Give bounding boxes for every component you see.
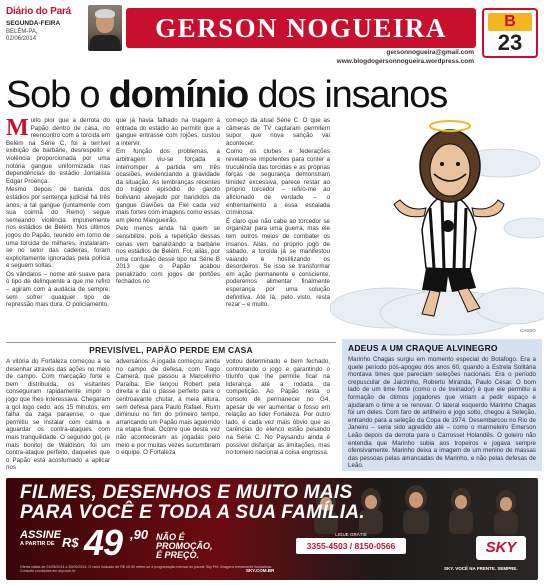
sky-advertisement[interactable]: [6, 478, 538, 580]
ad-a-partir: A PARTIR DE: [20, 541, 55, 547]
ad-headline-2: PARA VOCÊ E TODA A SUA FAMÍLIA.: [20, 502, 365, 523]
sky-logo: SKY: [476, 536, 526, 560]
ad-phone-label: LIGUE GRÁTIS: [335, 532, 367, 537]
section-box: [482, 8, 538, 58]
ad-slogan: SKY. VOCÊ NA FRENTE. SEMPRE.: [444, 566, 518, 571]
ad-assine: ASSINE: [20, 529, 61, 541]
email-link[interactable]: gersonnogueira@gmail.com: [386, 49, 474, 56]
date: 02/06/2014: [6, 36, 37, 42]
page-header: [0, 0, 544, 78]
blog-link[interactable]: www.blogdogersonnogueira.wordpress.com: [336, 57, 474, 65]
ad-promo: NÃO É PROMOÇÃO, É PREÇO.: [156, 532, 213, 560]
ad-price-cents: ,90: [130, 527, 149, 542]
story2-subtitle: PREVISÍVEL, PAPÃO PERDE EM CASA: [89, 345, 253, 355]
ad-headline-1: FILMES, DESENHOS E MUITO MAIS: [20, 482, 353, 503]
ad-site-link[interactable]: SKY.COM.BR: [246, 568, 275, 573]
drop-cap: M: [6, 117, 29, 141]
columnist-banner: [126, 8, 476, 48]
story2-column-3: voltou determinado e bem fechado, controlando o jogo e garantindo o triunfo que lhe permite ficar na liderança até a rodada da competição. Ao Papão resta o consolo de permanecer no G4, apesar de ver aumentar o fosso em relação ao líder Fortaleza. Por outro lado, é cada vez mais óbvio que as carências do elenco estão pesando na Série C. No Paysandu ainda é possível disfarçar as limitações, mas no torneio nacional a coisa engrossa.: [226, 358, 330, 457]
divider: [6, 342, 336, 343]
columnist-photo: [88, 5, 122, 51]
ad-currency: R$: [62, 535, 79, 550]
story2-column-2: adversários. A jogada começou ainda no campo de defesa, com Tiago Camerá, que passou a Marcelinho Paraíba. Ele lançou Robert pela direita e daí o passe perfeito para o centroavante chutar, à meia altura, sem defesa para Paulo Rafael. Ruim diminuiu no fim do primeiro tempo, arrancando um Papão mais aguerrido na etapa final. Ocorre que desta vez não aconteceram as jogadas pelo meio e por muitas vezes sucumbiram o equipe. O Fortaleza: [116, 358, 220, 457]
masthead: [6, 6, 88, 42]
article-column-1: Muito pior que a derrota do Papão dentro de casa, no reencontro com a torcida em Belém na Série C, foi a terrível exibição de barbárie, desrespeito e violência proporcionada por uma notória gangue uniformizada nas dependências do estádio Jornalista Edgar Proença. Mesmo depois de banida dos estádios por sentença judicial há três anos, a tal gangue (juntamente com sua coirmã do Remo) segue semeando violência impunemente nos estádios de Belém. Nos últimos jogos do Papão, reunido em torno de uma torcida de milhares, instalaram-se no setor das cadeiras, foram explicitamente ignoradas pela polícia e seguem soltas. Os vândalos – nome até suave para o tipo de delinquente a que me refiro – agiram com a audácia de sempre, sem sofrer qualquer tipo de repressão mais dura. O policiamento,: [6, 117, 110, 309]
section-letter: B: [488, 13, 532, 31]
cartoon-illustration: [330, 108, 544, 338]
ad-price: 49: [84, 522, 123, 563]
weekday: SEGUNDA-FEIRA: [6, 20, 61, 27]
story2-column-1: A vitória do Fortaleza começou a se desenhar através das ações no meio de campo. Com marcação forte e bem distribuída, os visitantes conseguiram rapidamente impor o jogo que lhes interessava. Chegaram a gol logo cedo, aos 15 minutos, em falha da zaga paraense, o que permitiu se instalar com calma e aguardar os contra-ataques com mais tranquilidade. O segundo gol, (e mais bonito) de Waldison, foi um contra-ataque perfeito, daqueles que o Papão está acostumado a aplicar nos: [6, 358, 110, 470]
newspaper-name: Diário do Pará: [6, 6, 71, 17]
page-number: 23: [497, 30, 523, 55]
article-column-2: que já havia falhado na triagem à entrada do estádio ao permitir que a gangue entrasse com rojões, custou a intervir. Em função dos problemas, a arbitragem viu-se forçada a interromper a partida em três ocasiões, evidenciando a gravidade da situação. As lembranças recentes do trágico episódio do garoto boliviano alvejado por bandidos da gangue Gaviões da Fiel cada vez mais fortes com imagens como essas em pleno Mangueirão. Pelo menos ainda há quem se sensibilize, pois a repetição dessas cenas vem banalizando a barbárie nos estádios de Belém. Foi, aliás, por uma confusão desse tipo na Série B 2013 que o Papão acabou penalizado com jogos de portões fechados no: [116, 117, 220, 286]
sidebox: [342, 339, 542, 471]
headline: Sob o domínio dos insanos: [6, 74, 447, 116]
contact-info: [337, 49, 474, 66]
sidebox-text: Marinho Chagas surgiu em momento especial do Botafogo. Era a quele período pós-apogeu dos anos 60, quando a Estrela Solitária montava times que pareciam seleções nacionais. Era o período crepuscular de Jairzinho, Roberto Miranda, Paulo César. O bom lado de um time forte (como o de treinador) é que ele permitiu a formação de ótimos jogadores que viriam a pedir espaço e ajudaram o time a se renovar. O lateral esquerdo Marinho Chagas foi um deles. Com faro de artilheiro e jogo solto, chegou à Seleção, entrando para a seleção da Copa de 1974. Desembarcou no Rio de Janeiro – seria sido agredido até – como o marmeleiro Emerson Leão depois da derrota para o Carrossel Holandês. O goleiro não entendia que Marinho subia aos tropeiros e jogava sempre ofensivamente. Marinho deixa a imagem de um menino de massas das pessoas pelas amancadas de Marinho, e não pelas defesas de Leão.: [348, 356, 536, 470]
ad-fine-print: Oferta válida de 01/05/2014 a 30/09/2014. O valor indicado de R$ 49,90 refere-se à programação mensal do pacote Sky Pré. Imagens meramente ilustrativas. Consulte condições em sky.com.br: [20, 565, 273, 574]
sidebox-title: ADEUS A UM CRAQUE ALVINEGRO: [348, 343, 498, 353]
article-column-3: começo da atual Série C. O que as câmeras de TV captaram permitem supor que nova sanção vai acontecer. Como os clubes e federações revelam-se impotentes para conter a truculência das torcidas e as próprias forças de segurança demonstram timidez excessiva, parece restar ao próprio torcedor – refiro-me ao aficionado de verdade – o enfrentamento a essa escalada criminosa. É claro que não cabe ao torcedor se organizar para uma guerra, mas ele tem outros meios de combater os insanos. Aliás, no próprio jogo de sábado, a torcida já se manifestou vaiando e hostilizando os desordeiros. Se isso se transformar em ação permanente e consciente, poderemos alimentar finalmente esperança por uma solução definitiva. Até lá, pelo visto, resta rezar – e muito.: [226, 117, 330, 309]
location: BELÉM-PA,: [6, 29, 38, 35]
columnist-name: GERSON NOGUEIRA: [155, 13, 447, 43]
ad-phones[interactable]: 3355-4503 / 8150-0566: [296, 538, 406, 554]
cartoon-credit: CASSO: [520, 328, 536, 333]
